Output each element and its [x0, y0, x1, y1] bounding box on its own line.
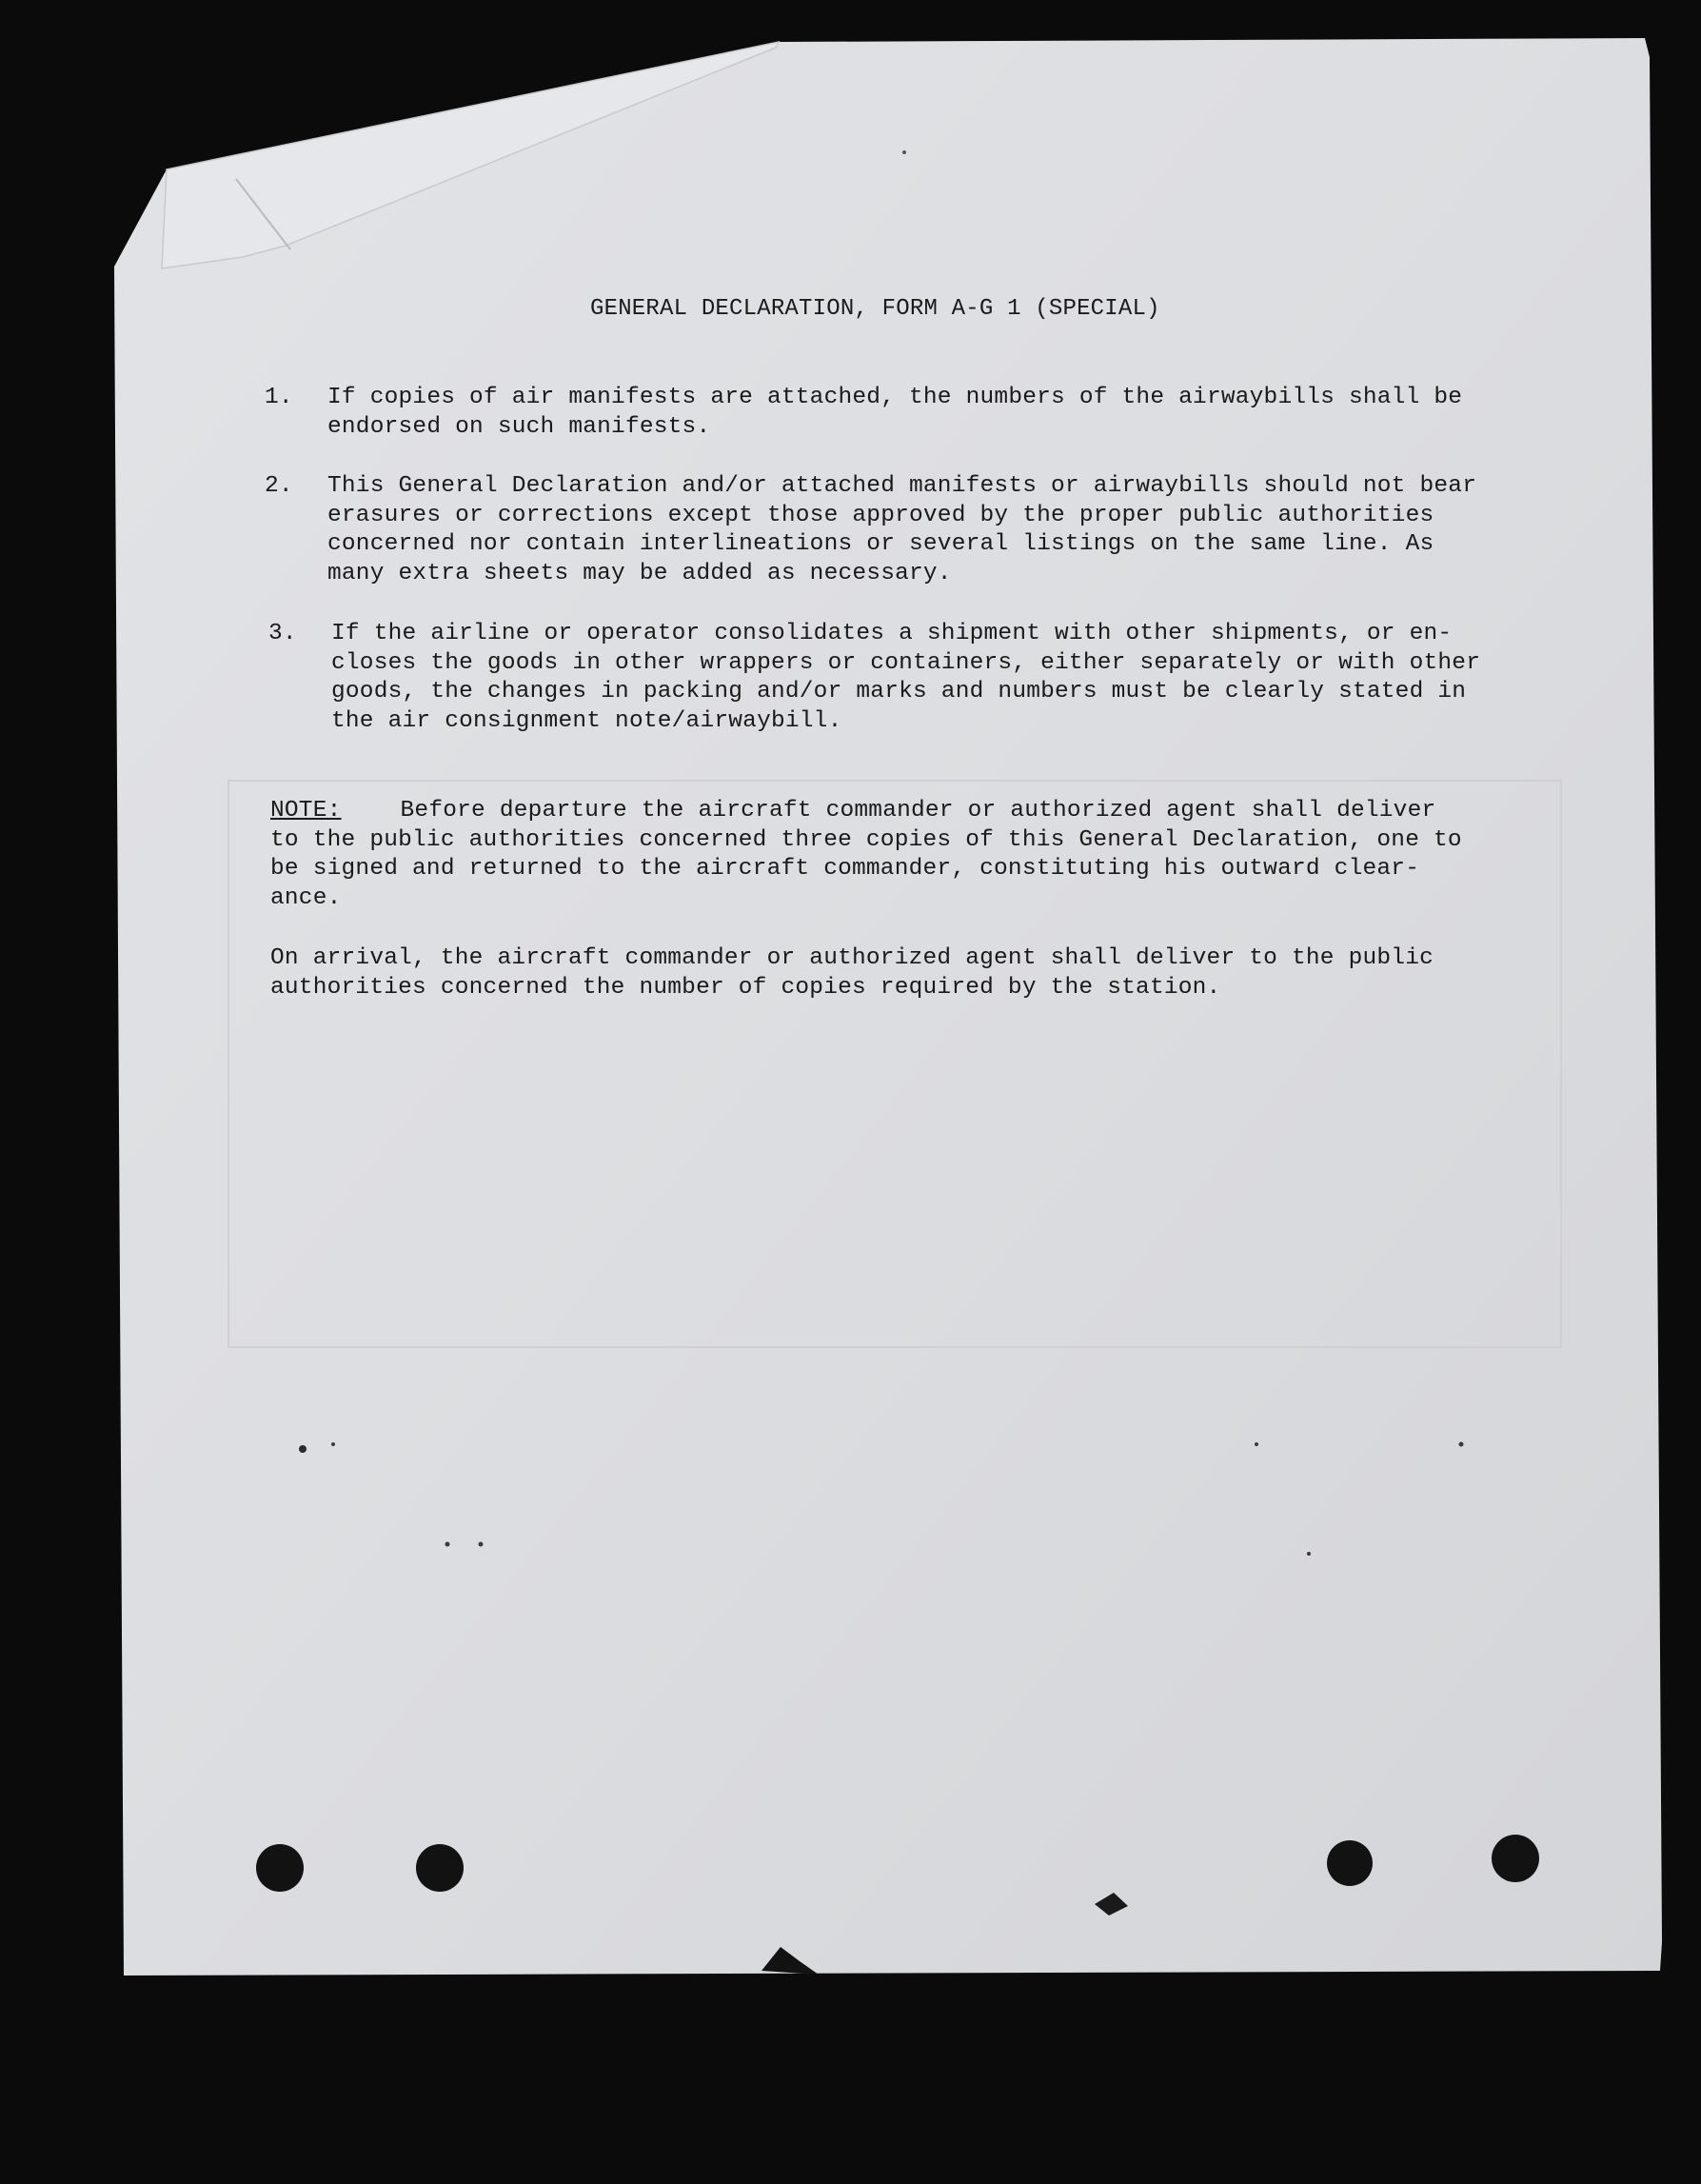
note-first-line — [270, 797, 1536, 826]
item-line: erasures or corrections except those approved by the proper public authorities — [327, 502, 1434, 528]
note-line: to the public authorities concerned three copies of this General Declaration, one to — [270, 826, 1462, 853]
item-line: goods, the changes in packing and/or marks and numbers must be clearly stated in — [331, 679, 1467, 705]
item-line: This General Declaration and/or attached manifests or airwaybills should not bear — [327, 473, 1477, 499]
note-line: Before departure the aircraft commander or authorized agent shall deliver — [400, 798, 1436, 824]
item-text — [331, 620, 1540, 736]
item-line: endorsed on such manifests. — [327, 413, 711, 440]
arrival-paragraph — [270, 944, 1536, 1003]
page-title: GENERAL DECLARATION, FORM A-G 1 (SPECIAL) — [590, 296, 1160, 322]
item-number: 1. — [265, 385, 293, 410]
item-line: closes the goods in other wrappers or containers, either separately or with other — [331, 649, 1481, 676]
note-line: be signed and returned to the aircraft commander, constituting his outward clear- — [270, 856, 1420, 882]
item-number: 3. — [268, 621, 297, 646]
item-line: concerned nor contain interlineations or several listings on the same line. As — [327, 531, 1434, 557]
arrival-line: authorities concerned the number of copies required by the station. — [270, 974, 1221, 1001]
item-line: the air consignment note/airwaybill. — [331, 707, 842, 734]
item-number: 2. — [265, 473, 293, 499]
note-line: ance. — [270, 884, 342, 911]
item-line: If the airline or operator consolidates a shipment with other shipments, or en- — [331, 621, 1453, 646]
item-line: If copies of air manifests are attached, the numbers of the airwaybills shall be — [327, 385, 1463, 410]
note-label: NOTE: — [270, 798, 342, 824]
item-text — [327, 384, 1536, 442]
item-line: many extra sheets may be added as necessary. — [327, 560, 952, 586]
arrival-line: On arrival, the aircraft commander or authorized agent shall deliver to the public — [270, 945, 1434, 971]
item-text — [327, 472, 1536, 588]
note-paragraph — [270, 797, 1536, 913]
